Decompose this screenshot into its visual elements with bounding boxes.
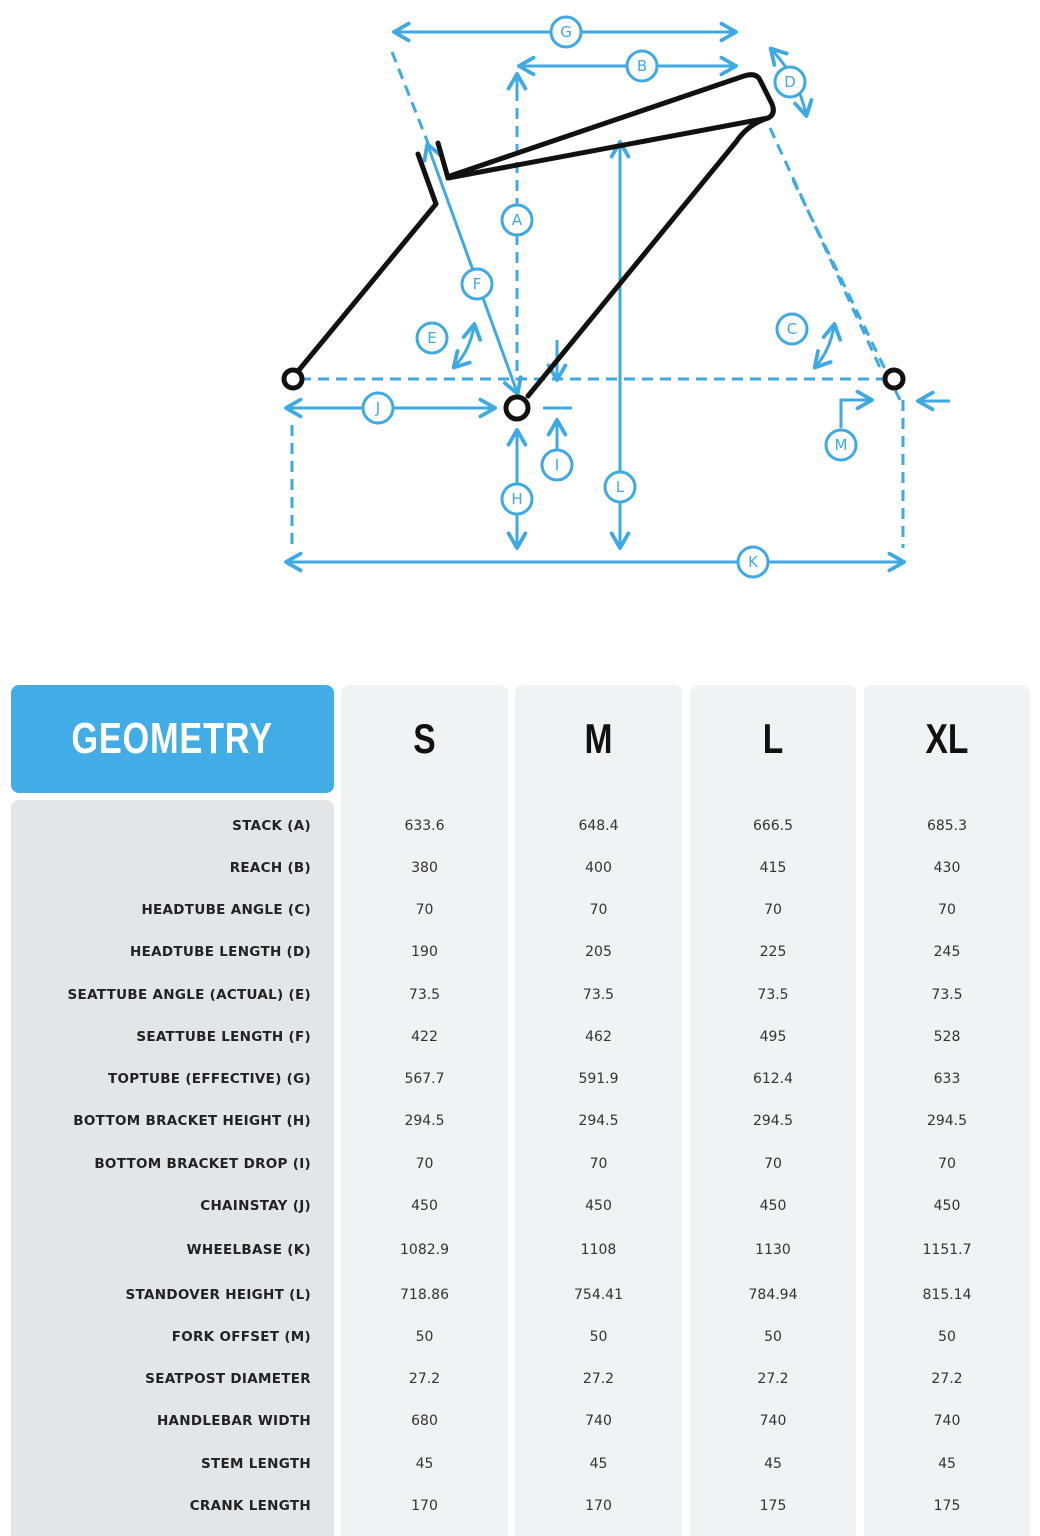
table-cell: 740 <box>933 1413 961 1429</box>
table-cell: 294.5 <box>578 1113 619 1129</box>
row-label: STEM LENGTH <box>200 1456 311 1472</box>
row-label: CHAINSTAY (J) <box>200 1198 311 1214</box>
table-cell: 170 <box>411 1498 438 1514</box>
table-cell: 450 <box>411 1198 438 1214</box>
table-cell: 495 <box>759 1029 787 1045</box>
table-cell: 567.7 <box>404 1071 445 1087</box>
table-cell: 190 <box>411 944 438 960</box>
svg-text:D: D <box>784 73 796 91</box>
table-cell: 415 <box>759 860 787 876</box>
table-cell: 1082.9 <box>400 1242 449 1258</box>
table-cell: 70 <box>764 1156 782 1172</box>
dimension-label-h <box>502 484 532 514</box>
table-cell: 70 <box>589 1156 608 1172</box>
table-cell: 175 <box>933 1498 961 1514</box>
dimension-label-i <box>542 450 572 480</box>
table-cell: 815.14 <box>922 1287 972 1303</box>
table-cell: 225 <box>759 944 787 960</box>
row-label: HANDLEBAR WIDTH <box>156 1413 311 1429</box>
row-label: CRANK LENGTH <box>189 1498 311 1514</box>
geometry-title: GEOMETRY <box>71 714 274 763</box>
table-cell: 205 <box>585 944 612 960</box>
table-cell: 70 <box>589 902 608 918</box>
table-cell: 73.5 <box>408 987 441 1003</box>
table-cell: 422 <box>411 1029 438 1045</box>
front-axle <box>885 370 903 388</box>
table-cell: 27.2 <box>757 1371 789 1387</box>
table-cell: 400 <box>585 860 612 876</box>
row-labels-column <box>11 800 334 1536</box>
row-label: STACK (A) <box>232 818 311 834</box>
size-header: M <box>584 715 613 762</box>
table-cell: 666.5 <box>752 818 794 834</box>
table-cell: 50 <box>415 1329 434 1345</box>
table-cell: 633.6 <box>404 818 445 834</box>
table-cell: 170 <box>585 1498 612 1514</box>
table-cell: 462 <box>585 1029 612 1045</box>
dimension-label-c <box>777 314 807 344</box>
table-cell: 45 <box>415 1456 434 1472</box>
table-cell: 294.5 <box>404 1113 445 1129</box>
table-cell: 1151.7 <box>922 1242 972 1258</box>
svg-text:B: B <box>636 57 648 75</box>
table-cell: 450 <box>933 1198 961 1214</box>
size-column-l <box>690 685 856 1536</box>
svg-text:K: K <box>748 553 758 571</box>
svg-text:F: F <box>472 275 482 293</box>
table-cell: 718.86 <box>400 1287 449 1303</box>
svg-text:I: I <box>554 456 560 474</box>
dimension-label-l <box>605 472 635 502</box>
table-cell: 685.3 <box>926 818 968 834</box>
dimension-label-f <box>462 269 492 299</box>
dimension-label-j <box>363 393 393 423</box>
dimension-label-b <box>627 51 657 81</box>
table-cell: 27.2 <box>931 1371 963 1387</box>
row-label: BOTTOM BRACKET DROP (I) <box>94 1156 311 1172</box>
table-cell: 50 <box>764 1329 782 1345</box>
table-cell: 430 <box>933 860 961 876</box>
table-cell: 70 <box>415 1156 434 1172</box>
row-label: HEADTUBE ANGLE (C) <box>141 902 311 918</box>
svg-text:G: G <box>560 23 572 41</box>
table-cell: 450 <box>759 1198 787 1214</box>
table-cell: 27.2 <box>408 1371 441 1387</box>
table-cell: 740 <box>759 1413 787 1429</box>
dimension-label-e <box>417 323 447 353</box>
size-header: L <box>762 715 784 762</box>
table-cell: 528 <box>933 1029 961 1045</box>
rear-axle <box>284 370 302 388</box>
svg-text:J: J <box>375 399 381 417</box>
table-cell: 70 <box>415 902 434 918</box>
table-cell: 612.4 <box>752 1071 794 1087</box>
table-cell: 591.9 <box>578 1071 619 1087</box>
table-cell: 175 <box>759 1498 787 1514</box>
table-cell: 27.2 <box>582 1371 615 1387</box>
svg-text:E: E <box>427 329 437 347</box>
table-cell: 245 <box>933 944 961 960</box>
bottom-bracket <box>506 397 528 419</box>
row-label: FORK OFFSET (M) <box>171 1329 311 1345</box>
table-cell: 70 <box>938 902 956 918</box>
table-cell: 1130 <box>755 1242 791 1258</box>
table-cell: 740 <box>585 1413 612 1429</box>
dimension-label-d <box>775 67 805 97</box>
table-cell: 450 <box>585 1198 612 1214</box>
svg-text:C: C <box>786 320 798 338</box>
table-cell: 50 <box>938 1329 956 1345</box>
dimension-label-g <box>551 17 581 47</box>
geometry-header <box>11 685 334 793</box>
table-cell: 70 <box>764 902 782 918</box>
table-cell: 294.5 <box>752 1113 794 1129</box>
table-cell: 73.5 <box>931 987 963 1003</box>
table-cell: 294.5 <box>926 1113 968 1129</box>
row-label: SEATTUBE LENGTH (F) <box>136 1029 311 1045</box>
size-column-s <box>341 685 508 1536</box>
row-label: SEATPOST DIAMETER <box>145 1371 311 1387</box>
svg-text:L: L <box>615 478 625 496</box>
row-label: BOTTOM BRACKET HEIGHT (H) <box>73 1113 311 1129</box>
table-cell: 648.4 <box>578 818 619 834</box>
table-cell: 73.5 <box>757 987 789 1003</box>
table-cell: 380 <box>411 860 438 876</box>
svg-text:M: M <box>834 436 848 454</box>
geometry-diagram <box>0 0 1040 620</box>
table-cell: 50 <box>589 1329 608 1345</box>
table-cell: 70 <box>938 1156 956 1172</box>
table-cell: 754.41 <box>574 1287 623 1303</box>
bike-frame <box>294 75 773 396</box>
table-cell: 784.94 <box>748 1287 798 1303</box>
table-cell: 1108 <box>580 1242 617 1258</box>
table-cell: 45 <box>589 1456 608 1472</box>
row-label: HEADTUBE LENGTH (D) <box>130 944 311 960</box>
size-column-xl <box>864 685 1030 1536</box>
row-label: REACH (B) <box>229 860 311 876</box>
table-cell: 45 <box>938 1456 956 1472</box>
table-cell: 633 <box>933 1071 961 1087</box>
dimension-label-k <box>738 547 768 577</box>
size-header: S <box>413 715 436 762</box>
table-cell: 73.5 <box>582 987 615 1003</box>
table-cell: 45 <box>764 1456 782 1472</box>
dimension-label-a <box>502 205 532 235</box>
size-column-m <box>515 685 682 1536</box>
row-label: TOPTUBE (EFFECTIVE) (G) <box>107 1071 311 1087</box>
row-label: STANDOVER HEIGHT (L) <box>125 1287 311 1303</box>
svg-text:A: A <box>511 211 523 229</box>
row-label: SEATTUBE ANGLE (ACTUAL) (E) <box>67 987 311 1003</box>
row-label: WHEELBASE (K) <box>186 1242 311 1258</box>
svg-text:H: H <box>511 490 523 508</box>
table-cell: 680 <box>411 1413 438 1429</box>
dimension-label-m <box>826 430 856 460</box>
size-header: XL <box>925 715 969 762</box>
